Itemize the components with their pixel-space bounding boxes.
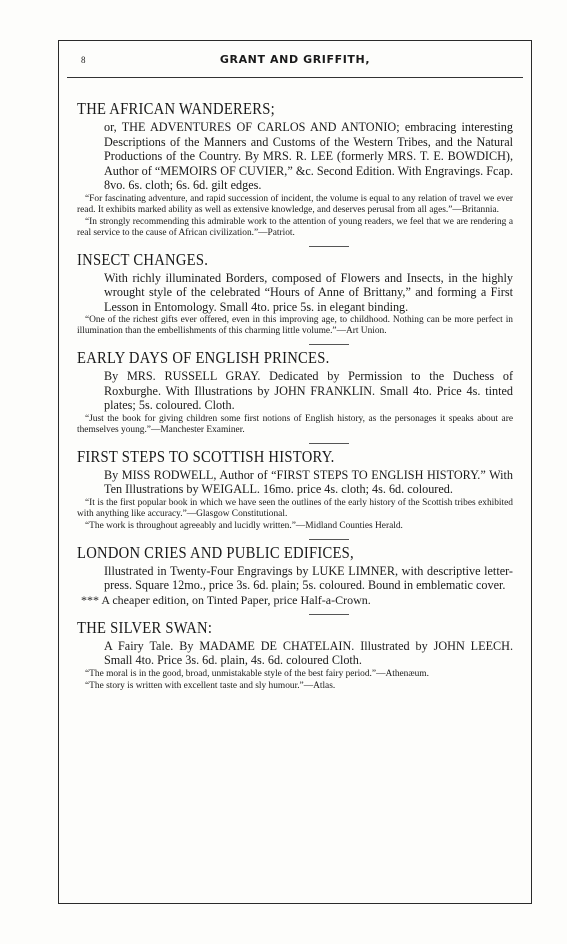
entry-title: THE SILVER SWAN: [77,617,213,637]
entry-description: Illustrated in Twenty-Four Engravings by LUKE LIMNER, with descriptive letter-press. Square 12mo., price 3s. 6d. plain; 5s. coloured. Bound in emblematic cover. [104,563,513,592]
review-quote: “In strongly recommending this admirable work to the attention of young readers, we feel that we are rendering a real service to the cause of African civilization.”—Patriot. [77,216,513,238]
entry-separator [309,614,349,615]
review-quote: “One of the richest gifts ever offered, even in this improving age, to childhood. Nothing can be more perfect in illumination than the embellishments of this charming little volume.”—Art Union. [77,315,513,336]
review-quote: “The work is throughout agreeably and lucidly written.”—Midland Counties Herald. [85,520,403,531]
review-quote: “For fascinating adventure, and rapid succession of incident, the volume is equal to any relation of travel we ever read. It exhibits marked ability as well as extensive knowledge, and deserves perusal from all ages.”—Britannia. [77,193,513,215]
page-header [59,47,531,73]
entry-first-steps [77,447,513,532]
entry-separator [309,344,349,345]
entry-separator [309,443,349,444]
entry-separator [309,539,349,540]
entry-insect-changes [77,250,513,338]
entry-description: With richly illuminated Borders, composed of Flowers and Insects, in the highly wrought style of the celebrated “Hours of Anne of Brittany,” and forming a First Lesson in Entomology. Small 4to. price 5s. in elegant binding. [104,270,513,314]
entry-description: A Fairy Tale. By MADAME DE CHATELAIN. Illustrated by JOHN LEECH. Small 4to. Price 3s. 6d. plain, 4s. 6d. coloured Cloth. [104,638,513,667]
entry-separator [309,246,349,247]
entry-african-wanderers [77,99,513,239]
entry-description: or, THE ADVENTURES OF CARLOS AND ANTONIO; embracing interesting Descriptions of the Manners and Customs of the Western Tribes, and the Natural Productions of the Country. By MRS. R. LEE (formerly MRS. T. E. BOWDICH), Author of “MEMOIRS OF CUVIER,” &c. Second Edition. With Engravings. Fcap. 8vo. 6s. cloth; 6s. 6d. gilt edges. [104,120,513,192]
entry-title: INSECT CHANGES. [77,249,209,269]
review-quote: “The story is written with excellent taste and sly humour.”—Atlas. [85,680,336,691]
running-head: GRANT AND GRIFFITH, [219,53,371,66]
entry-title: FIRST STEPS TO SCOTTISH HISTORY. [77,446,335,466]
catalogue-content [77,99,513,699]
entry-title: EARLY DAYS OF ENGLISH PRINCES. [77,348,330,367]
header-rule [67,77,523,78]
entry-title: LONDON CRIES AND PUBLIC EDIFICES, [77,542,354,562]
cheaper-edition-note: *** A cheaper edition, on Tinted Paper, price Half-a-Crown. [81,592,371,607]
review-quote: “The moral is in the good, broad, unmistakable style of the best fairy period.”—Athenæum. [85,668,429,679]
page-number: 8 [81,55,86,65]
review-quote: “It is the first popular book in which we have seen the outlines of the early history of the Scottish tribes exhibited with anything like accuracy.”—Glasgow Constitutional. [77,497,513,519]
entry-description: By MISS RODWELL, Author of “FIRST STEPS TO ENGLISH HISTORY.” With Ten Illustrations by WEIGALL. 16mo. price 4s. cloth; 4s. 6d. coloured. [104,467,513,496]
entry-silver-swan [77,618,513,692]
entry-london-cries [77,543,513,607]
entry-early-days [77,348,513,436]
review-quote: “Just the book for giving children some first notions of English history, as the personages it speaks about are themselves young.”—Manchester Examiner. [77,413,513,435]
entry-title: THE AFRICAN WANDERERS; [77,99,275,118]
page-frame [58,40,532,904]
entry-description: By MRS. RUSSELL GRAY. Dedicated by Permission to the Duchess of Roxburghe. With Illustrations by JOHN FRANKLIN. Small 4to. Price 4s. tinted plates; 5s. coloured. Cloth. [104,369,513,412]
